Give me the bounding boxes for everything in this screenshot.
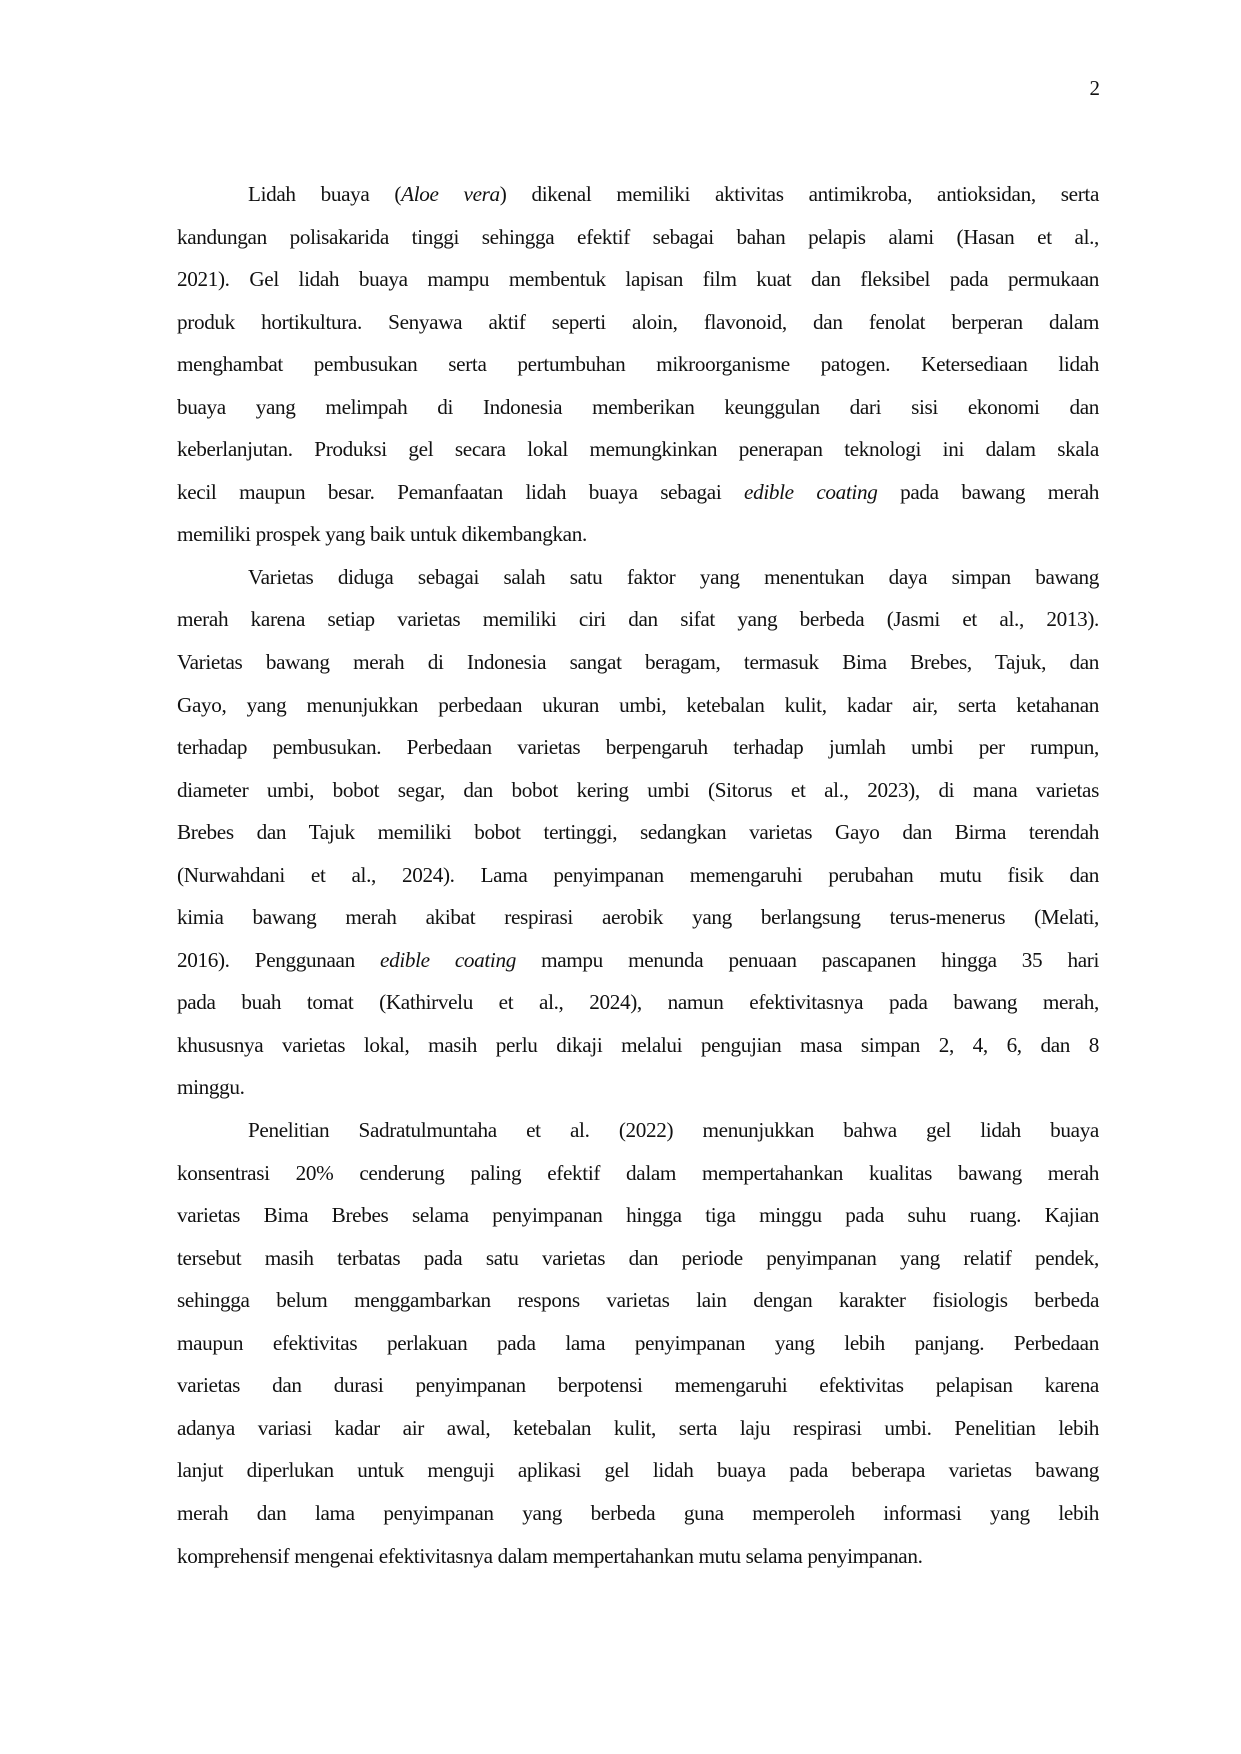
text-line — [177, 386, 1099, 429]
text-line — [177, 1279, 1099, 1322]
text-line — [177, 726, 1099, 769]
paragraph — [177, 1109, 1099, 1577]
text-segment: pada bawang merah — [877, 479, 1099, 504]
text-line — [177, 854, 1099, 897]
text-segment: buaya yang melimpah di Indonesia memberikan keunggulan dari sisi ekonomi dan — [177, 394, 1099, 419]
text-line — [177, 258, 1099, 301]
paragraph — [177, 173, 1099, 556]
text-segment: maupun efektivitas perlakuan pada lama penyimpanan yang lebih panjang. Perbedaan — [177, 1330, 1099, 1355]
text-line — [177, 1024, 1099, 1067]
text-line — [177, 1152, 1099, 1195]
text-line — [177, 1364, 1099, 1407]
italic-term: Aloe vera — [401, 182, 500, 206]
text-segment: 2016). Penggunaan — [177, 947, 381, 972]
text-line — [177, 811, 1099, 854]
text-segment: adanya variasi kadar air awal, ketebalan kulit, serta laju respirasi umbi. Penelitian lebih — [177, 1415, 1099, 1440]
body-text — [177, 173, 1099, 1577]
text-segment: produk hortikultura. Senyawa aktif seperti aloin, flavonoid, dan fenolat berperan dalam — [177, 309, 1099, 334]
text-segment: (Nurwahdani et al., 2024). Lama penyimpanan memengaruhi perubahan mutu fisik dan — [177, 862, 1099, 887]
text-segment: kimia bawang merah akibat respirasi aerobik yang berlangsung terus-menerus (Melati, — [177, 905, 1099, 930]
text-line — [177, 343, 1099, 386]
text-line — [177, 981, 1099, 1024]
text-segment: keberlanjutan. Produksi gel secara lokal memungkinkan penerapan teknologi ini dalam skala — [177, 437, 1099, 462]
text-line — [177, 684, 1099, 727]
text-segment: konsentrasi 20% cenderung paling efektif dalam mempertahankan kualitas bawang merah — [177, 1160, 1099, 1185]
text-segment: minggu. — [177, 1075, 245, 1100]
text-line — [177, 896, 1099, 939]
text-line — [177, 769, 1099, 812]
text-line — [177, 1407, 1099, 1450]
text-segment: terhadap pembusukan. Perbedaan varietas berpengaruh terhadap jumlah umbi per rumpun, — [177, 735, 1099, 760]
text-line — [177, 939, 1099, 982]
text-line — [177, 1237, 1099, 1280]
text-segment: menghambat pembusukan serta pertumbuhan mikroorganisme patogen. Ketersediaan lidah — [177, 352, 1099, 377]
text-segment: khususnya varietas lokal, masih perlu dikaji melalui pengujian masa simpan 2, 4, 6, dan 8 — [177, 1032, 1099, 1057]
text-segment: kandungan polisakarida tinggi sehingga efektif sebagai bahan pelapis alami (Hasan et al., — [177, 224, 1099, 249]
text-segment: varietas dan durasi penyimpanan berpotensi memengaruhi efektivitas pelapisan karena — [177, 1373, 1099, 1398]
text-line — [177, 1194, 1099, 1237]
italic-term: edible coating — [744, 479, 878, 504]
text-segment: merah dan lama penyimpanan yang berbeda guna memperoleh informasi yang lebih — [177, 1500, 1099, 1525]
text-segment: komprehensif mengenai efektivitasnya dalam mempertahankan mutu selama penyimpanan. — [177, 1543, 923, 1568]
text-line — [177, 641, 1099, 684]
text-line — [177, 513, 1099, 556]
text-line — [177, 598, 1099, 641]
text-segment: tersebut masih terbatas pada satu varietas dan periode penyimpanan yang relatif pendek, — [177, 1245, 1099, 1270]
italic-term: edible coating — [380, 947, 516, 972]
text-segment: lanjut diperlukan untuk menguji aplikasi gel lidah buaya pada beberapa varietas bawang — [177, 1458, 1099, 1483]
text-segment: memiliki prospek yang baik untuk dikembangkan. — [177, 522, 587, 547]
text-segment: Varietas bawang merah di Indonesia sangat beragam, termasuk Bima Brebes, Tajuk, dan — [177, 650, 1099, 675]
text-line — [177, 556, 1099, 599]
text-segment: varietas Bima Brebes selama penyimpanan hingga tiga minggu pada suhu ruang. Kajian — [177, 1203, 1099, 1228]
text-line — [177, 1449, 1099, 1492]
text-segment: Penelitian Sadratulmuntaha et al. (2022) menunjukkan bahwa gel lidah buaya — [248, 1118, 1099, 1143]
text-segment: 2021). Gel lidah buaya mampu membentuk lapisan film kuat dan fleksibel pada permukaan — [177, 267, 1099, 292]
text-line — [177, 1322, 1099, 1365]
text-line — [177, 1066, 1099, 1109]
text-line — [177, 1535, 1099, 1578]
text-segment: Gayo, yang menunjukkan perbedaan ukuran umbi, ketebalan kulit, kadar air, serta ketahanan — [177, 692, 1099, 717]
text-line — [177, 1109, 1099, 1152]
paragraph — [177, 556, 1099, 1109]
text-segment: ) dikenal memiliki aktivitas antimikroba, antioksidan, serta — [499, 182, 1099, 206]
text-line — [177, 173, 1099, 216]
text-line — [177, 428, 1099, 471]
text-segment: Lidah buaya ( — [248, 182, 402, 206]
text-line — [177, 301, 1099, 344]
text-line — [177, 216, 1099, 259]
text-segment: mampu menunda penuaan pascapanen hingga 35 hari — [515, 947, 1099, 972]
text-segment: sehingga belum menggambarkan respons varietas lain dengan karakter fisiologis berbeda — [177, 1288, 1099, 1313]
text-segment: Varietas diduga sebagai salah satu faktor yang menentukan daya simpan bawang — [248, 564, 1099, 589]
text-segment: Brebes dan Tajuk memiliki bobot tertinggi, sedangkan varietas Gayo dan Birma terendah — [177, 820, 1099, 845]
text-segment: pada buah tomat (Kathirvelu et al., 2024), namun efektivitasnya pada bawang merah, — [177, 990, 1099, 1015]
text-line — [177, 471, 1099, 514]
text-segment: kecil maupun besar. Pemanfaatan lidah buaya sebagai — [177, 479, 745, 504]
text-segment: diameter umbi, bobot segar, dan bobot kering umbi (Sitorus et al., 2023), di mana varietas — [177, 777, 1099, 802]
text-line — [177, 1492, 1099, 1535]
text-segment: merah karena setiap varietas memiliki ciri dan sifat yang berbeda (Jasmi et al., 2013). — [177, 607, 1099, 632]
page-number: 2 — [1089, 76, 1100, 100]
